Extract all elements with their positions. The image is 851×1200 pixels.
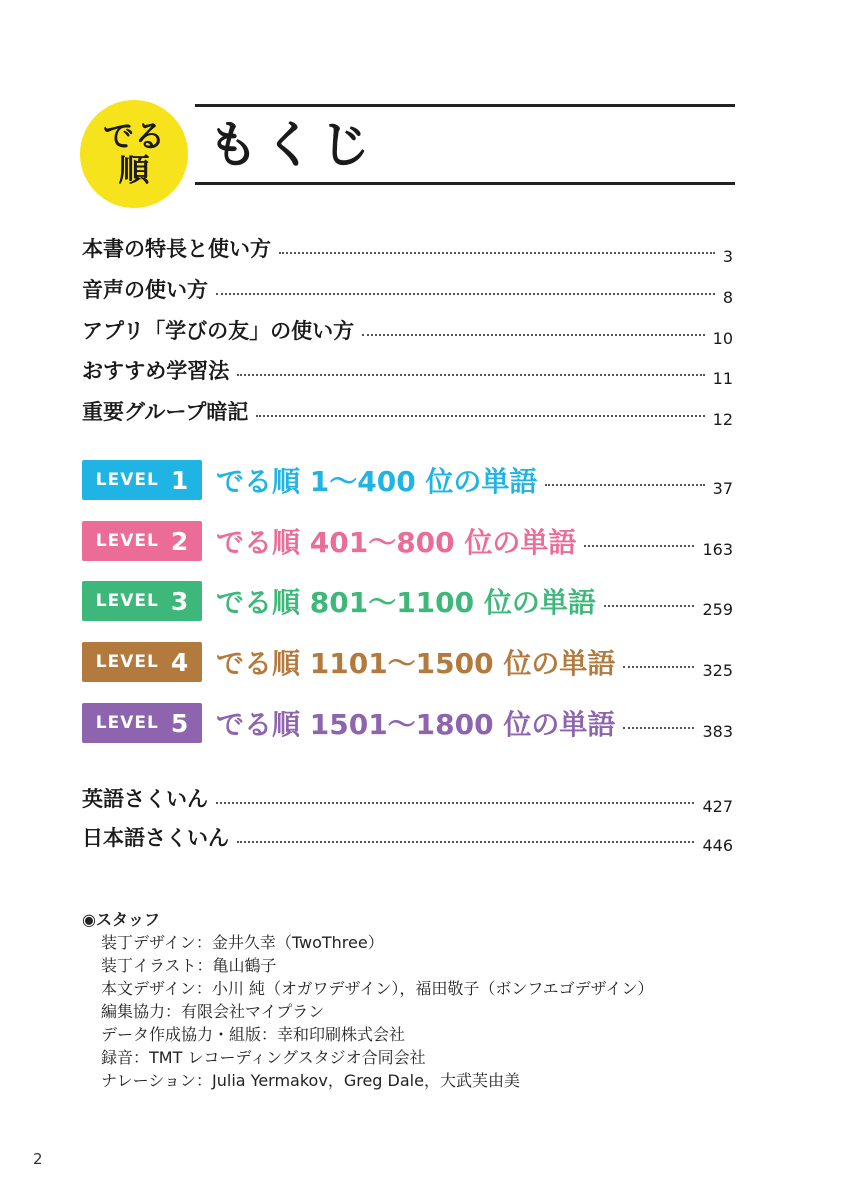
dot-leader <box>237 374 704 376</box>
toc-entry[interactable] <box>82 310 733 350</box>
staff-line: ナレーション：Julia Yermakov，Greg Dale，大武芙由美 <box>101 1071 520 1090</box>
toc-entry-page: 11 <box>712 368 733 388</box>
toc-entry[interactable] <box>82 228 733 268</box>
title-rule-bottom <box>195 182 735 185</box>
toc-entry-label: 本書の特長と使い方 <box>82 237 271 261</box>
staff-line: 装丁イラスト：亀山鶴子 <box>101 956 277 975</box>
index-entry[interactable] <box>82 817 733 857</box>
index-entry-label: 英語さくいん <box>82 787 208 811</box>
toc-entry[interactable] <box>82 350 733 390</box>
level-tag <box>82 703 202 743</box>
index-entry-page: 446 <box>702 835 733 855</box>
staff-credits <box>82 908 782 1092</box>
dot-leader <box>545 484 704 486</box>
level-tag-text: LEVEL <box>95 531 159 551</box>
level-page: 325 <box>702 660 733 680</box>
index-entry-label: 日本語さくいん <box>82 826 229 850</box>
toc-entry-page: 3 <box>722 246 733 266</box>
index-entry-page: 427 <box>702 796 733 816</box>
level-page: 259 <box>702 599 733 619</box>
dot-leader <box>216 293 715 295</box>
dot-leader <box>623 727 694 729</box>
badge-line-2: 順 <box>118 153 150 189</box>
level-tag-text: LEVEL <box>95 470 159 490</box>
staff-line: 編集協力：有限会社マイプラン <box>101 1002 325 1021</box>
staff-heading: ◉スタッフ <box>82 910 160 929</box>
dot-leader <box>584 545 694 547</box>
level-tag-number: 5 <box>170 708 189 738</box>
level-page: 37 <box>712 478 733 498</box>
toc-entry-label: おすすめ学習法 <box>82 359 230 383</box>
toc-entry-page: 10 <box>712 328 733 348</box>
level-tag <box>82 521 202 561</box>
level-tag-number: 2 <box>170 526 189 556</box>
staff-line: データ作成協力・組版：幸和印刷株式会社 <box>101 1025 406 1044</box>
level-entry-5[interactable] <box>82 702 733 744</box>
level-entry-3[interactable] <box>82 580 733 622</box>
dot-leader <box>604 605 695 607</box>
level-title: でる順 801～1100 位の単語 <box>216 586 596 619</box>
level-page: 383 <box>702 721 733 741</box>
level-title: でる順 1101～1500 位の単語 <box>216 647 616 680</box>
toc-entry[interactable] <box>82 269 733 309</box>
level-page: 163 <box>702 539 733 559</box>
staff-line: 装丁デザイン：金井久幸（TwoThree） <box>101 933 384 952</box>
page-number: 2 <box>33 1150 43 1168</box>
level-title: でる順 1501～1800 位の単語 <box>216 708 616 741</box>
toc-entry-page: 12 <box>712 409 733 429</box>
level-tag-number: 1 <box>170 465 189 495</box>
level-entry-4[interactable] <box>82 641 733 683</box>
toc-entry-label: 音声の使い方 <box>82 278 208 302</box>
deru-jun-badge <box>80 100 188 208</box>
toc-entry[interactable] <box>82 391 733 431</box>
level-tag-text: LEVEL <box>95 713 159 733</box>
level-tag <box>82 642 202 682</box>
dot-leader <box>256 415 704 417</box>
level-tag-text: LEVEL <box>95 652 159 672</box>
dot-leader <box>216 802 694 804</box>
toc-entry-page: 8 <box>722 287 733 307</box>
badge-line-1: でる <box>103 119 165 155</box>
toc-entry-label: アプリ「学びの友」の使い方 <box>82 319 355 343</box>
staff-line: 録音：TMT レコーディングスタジオ合同会社 <box>101 1048 426 1067</box>
staff-line: 本文デザイン：小川 純（オガワデザイン），福田敬子（ボンフエゴデザイン） <box>101 979 654 998</box>
page-title: もくじ <box>208 116 376 174</box>
level-title: でる順 1～400 位の単語 <box>216 465 538 498</box>
dot-leader <box>279 252 715 254</box>
level-entry-1[interactable] <box>82 459 733 501</box>
dot-leader <box>362 334 704 336</box>
toc-entry-label: 重要グループ暗記 <box>82 400 249 424</box>
dot-leader <box>623 666 694 668</box>
level-tag-text: LEVEL <box>95 591 159 611</box>
title-rule-top <box>195 104 735 107</box>
level-tag <box>82 581 202 621</box>
dot-leader <box>237 841 694 843</box>
level-tag-number: 4 <box>170 647 189 677</box>
level-title: でる順 401～800 位の単語 <box>216 526 577 559</box>
level-entry-2[interactable] <box>82 520 733 562</box>
level-tag <box>82 460 202 500</box>
level-tag-number: 3 <box>170 586 189 616</box>
index-entry[interactable] <box>82 778 733 818</box>
